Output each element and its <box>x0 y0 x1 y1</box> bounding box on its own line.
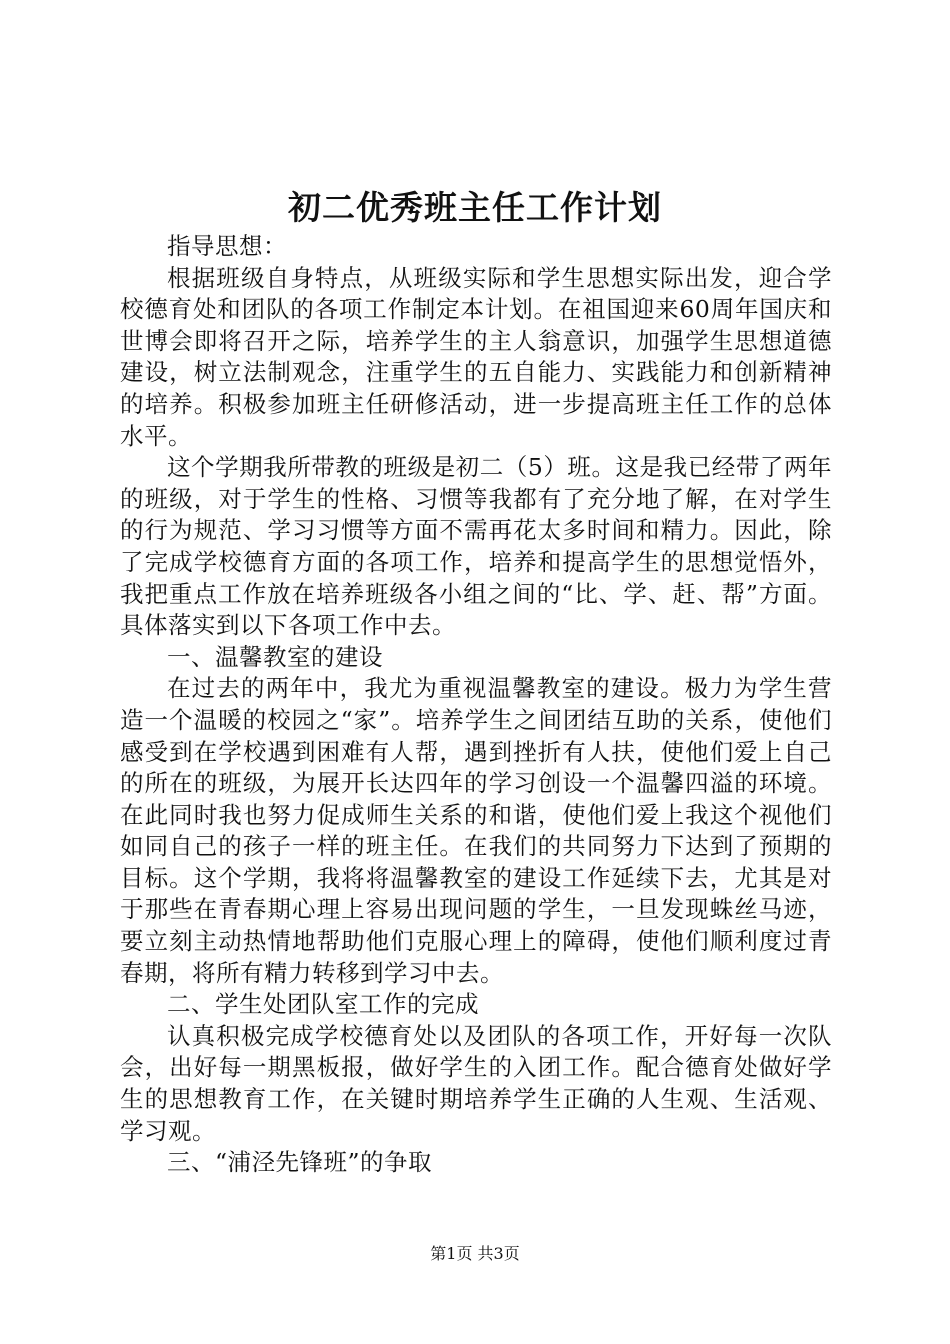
section-heading-guiding-thought: 指导思想： <box>167 232 287 260</box>
section-heading-pioneer-class: 三、“浦泾先锋班”的争取 <box>167 1148 433 1177</box>
section-heading-team-work: 二、学生处团队室工作的完成 <box>167 990 479 1019</box>
document-body <box>120 231 832 1179</box>
page-footer: 第1页 共3页 <box>430 1244 520 1263</box>
paragraph-class-intro: 这个学期我所带教的班级是初二（5）班。这是我已经带了两年的班级，对于学生的性格、习惯等我都有了充分地了解，在对学生的行为规范、学习习惯等方面不需再花太多时间和精力。因此，除了完成学校德育方面的各项工作，培养和提高学生的思想觉悟外，我把重点工作放在培养班级各小组之间的“比、学、赶、帮”方面。具体落实到以下各项工作中去。 <box>120 453 832 640</box>
document-title: 初二优秀班主任工作计划 <box>288 188 662 227</box>
section-heading-warm-classroom: 一、温馨教室的建设 <box>167 642 383 671</box>
paragraph-warm-classroom: 在过去的两年中，我尤为重视温馨教室的建设。极力为学生营造一个温暖的校园之“家”。培养学生之间团结互助的关系，使他们感受到在学校遇到困难有人帮，遇到挫折有人扶，使他们爱上自己的所在的班级，为展开长达四年的学习创设一个温馨四溢的环境。在此同时我也努力促成师生关系的和谐，使他们爱上我这个视他们如同自己的孩子一样的班主任。在我们的共同努力下达到了预期的目标。这个学期，我将将温馨教室的建设工作延续下去，尤其是对于那些在青春期心理上容易出现问题的学生，一旦发现蛛丝马迹，要立刻主动热情地帮助他们克服心理上的障碍，使他们顺利度过青春期，将所有精力转移到学习中去。 <box>120 674 832 987</box>
paragraph-basis: 根据班级自身特点，从班级实际和学生思想实际出发，迎合学校德育处和团队的各项工作制定本计划。在祖国迎来60周年国庆和世博会即将召开之际，培养学生的主人翁意识，加强学生思想道德建设，树立法制观念，注重学生的五自能力、实践能力和创新精神的培养。积极参加班主任研修活动，进一步提高班主任工作的总体水平。 <box>120 263 832 450</box>
paragraph-team-work: 认真积极完成学校德育处以及团队的各项工作，开好每一次队会，出好每一期黑板报，做好学生的入团工作。配合德育处做好学生的思想教育工作，在关键时期培养学生正确的人生观、生活观、学习观。 <box>120 1021 832 1145</box>
